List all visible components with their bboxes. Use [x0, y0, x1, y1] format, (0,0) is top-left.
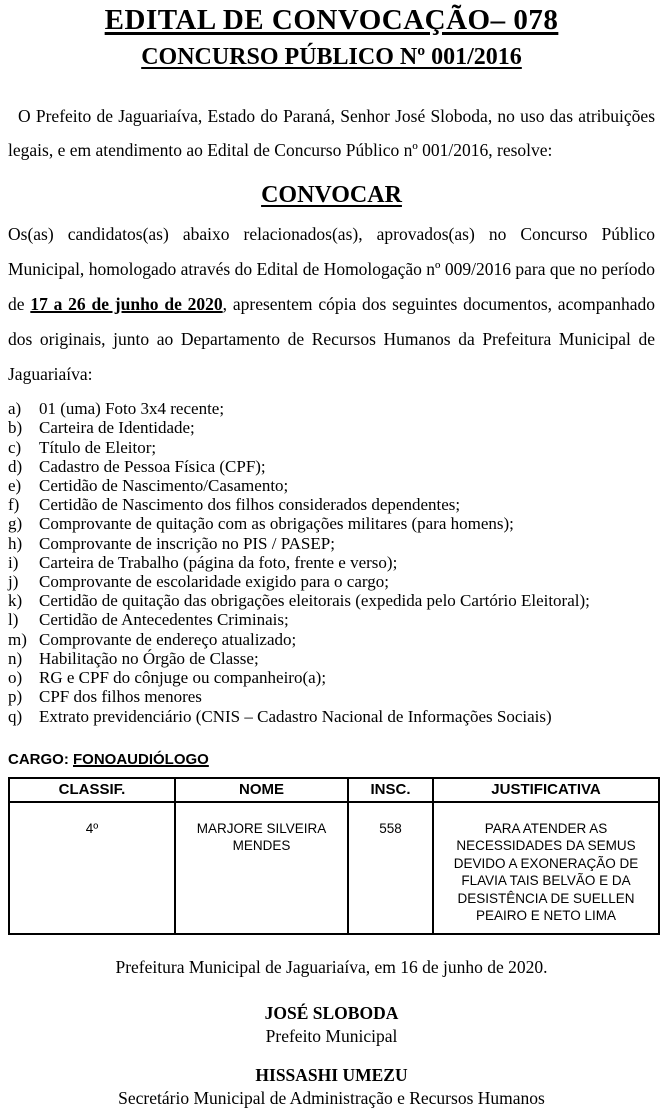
- item-text: Certidão de Nascimento/Casamento;: [39, 476, 289, 496]
- item-letter: o): [8, 668, 23, 688]
- item-letter: a): [8, 399, 22, 419]
- list-item: [8, 399, 655, 418]
- item-text: Certidão de Nascimento dos filhos considerados dependentes;: [39, 495, 461, 515]
- list-item: [8, 553, 655, 572]
- signature-block-secretary: [8, 1065, 655, 1109]
- item-text: Título de Eleitor;: [39, 437, 157, 457]
- item-letter: p): [8, 687, 23, 707]
- convocation-text-before: Os(as) candidatos(as) abaixo relacionados(as), aprovados(as) no Concurso Público Municipal, homologado através do Edital de Homologação nº 009/2016 para que no período de: [8, 224, 655, 315]
- item-text: Carteira de Trabalho (página da foto, frente e verso);: [39, 552, 398, 572]
- list-item: [8, 591, 655, 610]
- item-text: Carteira de Identidade;: [39, 418, 195, 438]
- signature-name: HISSASHI UMEZU: [255, 1064, 408, 1085]
- item-letter: j): [8, 572, 19, 592]
- item-letter: d): [8, 456, 23, 476]
- item-text: Comprovante de inscrição no PIS / PASEP;: [39, 533, 335, 553]
- intro-paragraph: O Prefeito de Jaguariaíva, Estado do Paraná, Senhor José Sloboda, no uso das atribuições legais, e em atendimento ao Edital de Concurso Público nº 001/2016, resolve:: [8, 106, 655, 161]
- item-text: Extrato previdenciário (CNIS – Cadastro Nacional de Informações Sociais): [39, 706, 552, 726]
- list-item: [8, 514, 655, 533]
- column-header-insc: INSC.: [348, 778, 433, 802]
- item-text: CPF dos filhos menores: [39, 687, 202, 707]
- convocation-date-range: 17 a 26 de junho de 2020: [30, 294, 223, 315]
- item-text: RG e CPF do cônjuge ou companheiro(a);: [39, 668, 327, 688]
- item-text: 01 (uma) Foto 3x4 recente;: [39, 399, 225, 419]
- list-item: [8, 687, 655, 706]
- item-letter: k): [8, 591, 23, 611]
- list-item: [8, 707, 655, 726]
- convocation-paragraph: [8, 217, 655, 392]
- cargo-value: FONOAUDIÓLOGO: [73, 750, 209, 768]
- document-subtitle: CONCURSO PÚBLICO Nº 001/2016: [141, 44, 522, 70]
- item-letter: n): [8, 648, 23, 668]
- signature-block-mayor: [8, 1003, 655, 1047]
- item-letter: b): [8, 418, 23, 438]
- column-header-classif: CLASSIF.: [9, 778, 175, 802]
- table-row: [9, 802, 659, 934]
- item-letter: c): [8, 437, 22, 457]
- item-text: Comprovante de endereço atualizado;: [39, 629, 297, 649]
- item-letter: i): [8, 552, 19, 572]
- cargo-line: [8, 751, 655, 768]
- item-letter: e): [8, 476, 22, 496]
- convocar-heading: CONVOCAR: [261, 182, 402, 209]
- list-item: [8, 476, 655, 495]
- cell-insc: 558: [348, 802, 433, 934]
- cell-classif: 4º: [9, 802, 175, 934]
- item-letter: l): [8, 610, 19, 630]
- cell-justificativa: PARA ATENDER AS NECESSIDADES DA SEMUS DEVIDO A EXONERAÇÃO DE FLAVIA TAIS BELVÃO E DA DESISTÊNCIA DE SUELLEN PEAIRO E NETO LIMA: [433, 802, 659, 934]
- table-header-row: [9, 778, 659, 802]
- closing-dateline: Prefeitura Municipal de Jaguariaíva, em 16 de junho de 2020.: [115, 956, 548, 977]
- list-item: [8, 610, 655, 629]
- document-title: EDITAL DE CONVOCAÇÃO– 078: [104, 4, 559, 36]
- list-item: [8, 438, 655, 457]
- signature-role: Prefeito Municipal: [265, 1025, 398, 1046]
- list-item: [8, 418, 655, 437]
- item-letter: h): [8, 533, 23, 553]
- list-item: [8, 534, 655, 553]
- convocation-text-after: , apresentem cópia dos seguintes documentos, acompanhado dos originais, junto ao Departamento de Recursos Humanos da Prefeitura Municipal de Jaguariaíva:: [8, 294, 655, 385]
- signature-role: Secretário Municipal de Administração e Recursos Humanos: [118, 1087, 545, 1108]
- list-item: [8, 630, 655, 649]
- cargo-label: CARGO:: [8, 750, 73, 768]
- column-header-nome: NOME: [175, 778, 348, 802]
- column-header-justificativa: JUSTIFICATIVA: [433, 778, 659, 802]
- item-letter: f): [8, 495, 20, 515]
- signature-name: JOSÉ SLOBODA: [264, 1002, 399, 1023]
- list-item: [8, 457, 655, 476]
- item-text: Comprovante de quitação com as obrigações militares (para homens);: [39, 514, 514, 534]
- list-item: [8, 572, 655, 591]
- list-item: [8, 495, 655, 514]
- list-item: [8, 668, 655, 687]
- list-item: [8, 649, 655, 668]
- item-text: Cadastro de Pessoa Física (CPF);: [39, 456, 266, 476]
- item-text: Certidão de Antecedentes Criminais;: [39, 610, 289, 630]
- documents-list: [8, 399, 655, 725]
- item-letter: m): [8, 629, 27, 649]
- item-text: Certidão de quitação das obrigações eleitorais (expedida pelo Cartório Eleitoral);: [39, 591, 590, 611]
- cell-nome: MARJORE SILVEIRA MENDES: [175, 802, 348, 934]
- item-letter: q): [8, 706, 23, 726]
- candidates-table: [8, 777, 660, 935]
- item-text: Habilitação no Órgão de Classe;: [39, 648, 259, 668]
- item-letter: g): [8, 514, 23, 534]
- item-text: Comprovante de escolaridade exigido para o cargo;: [39, 572, 389, 592]
